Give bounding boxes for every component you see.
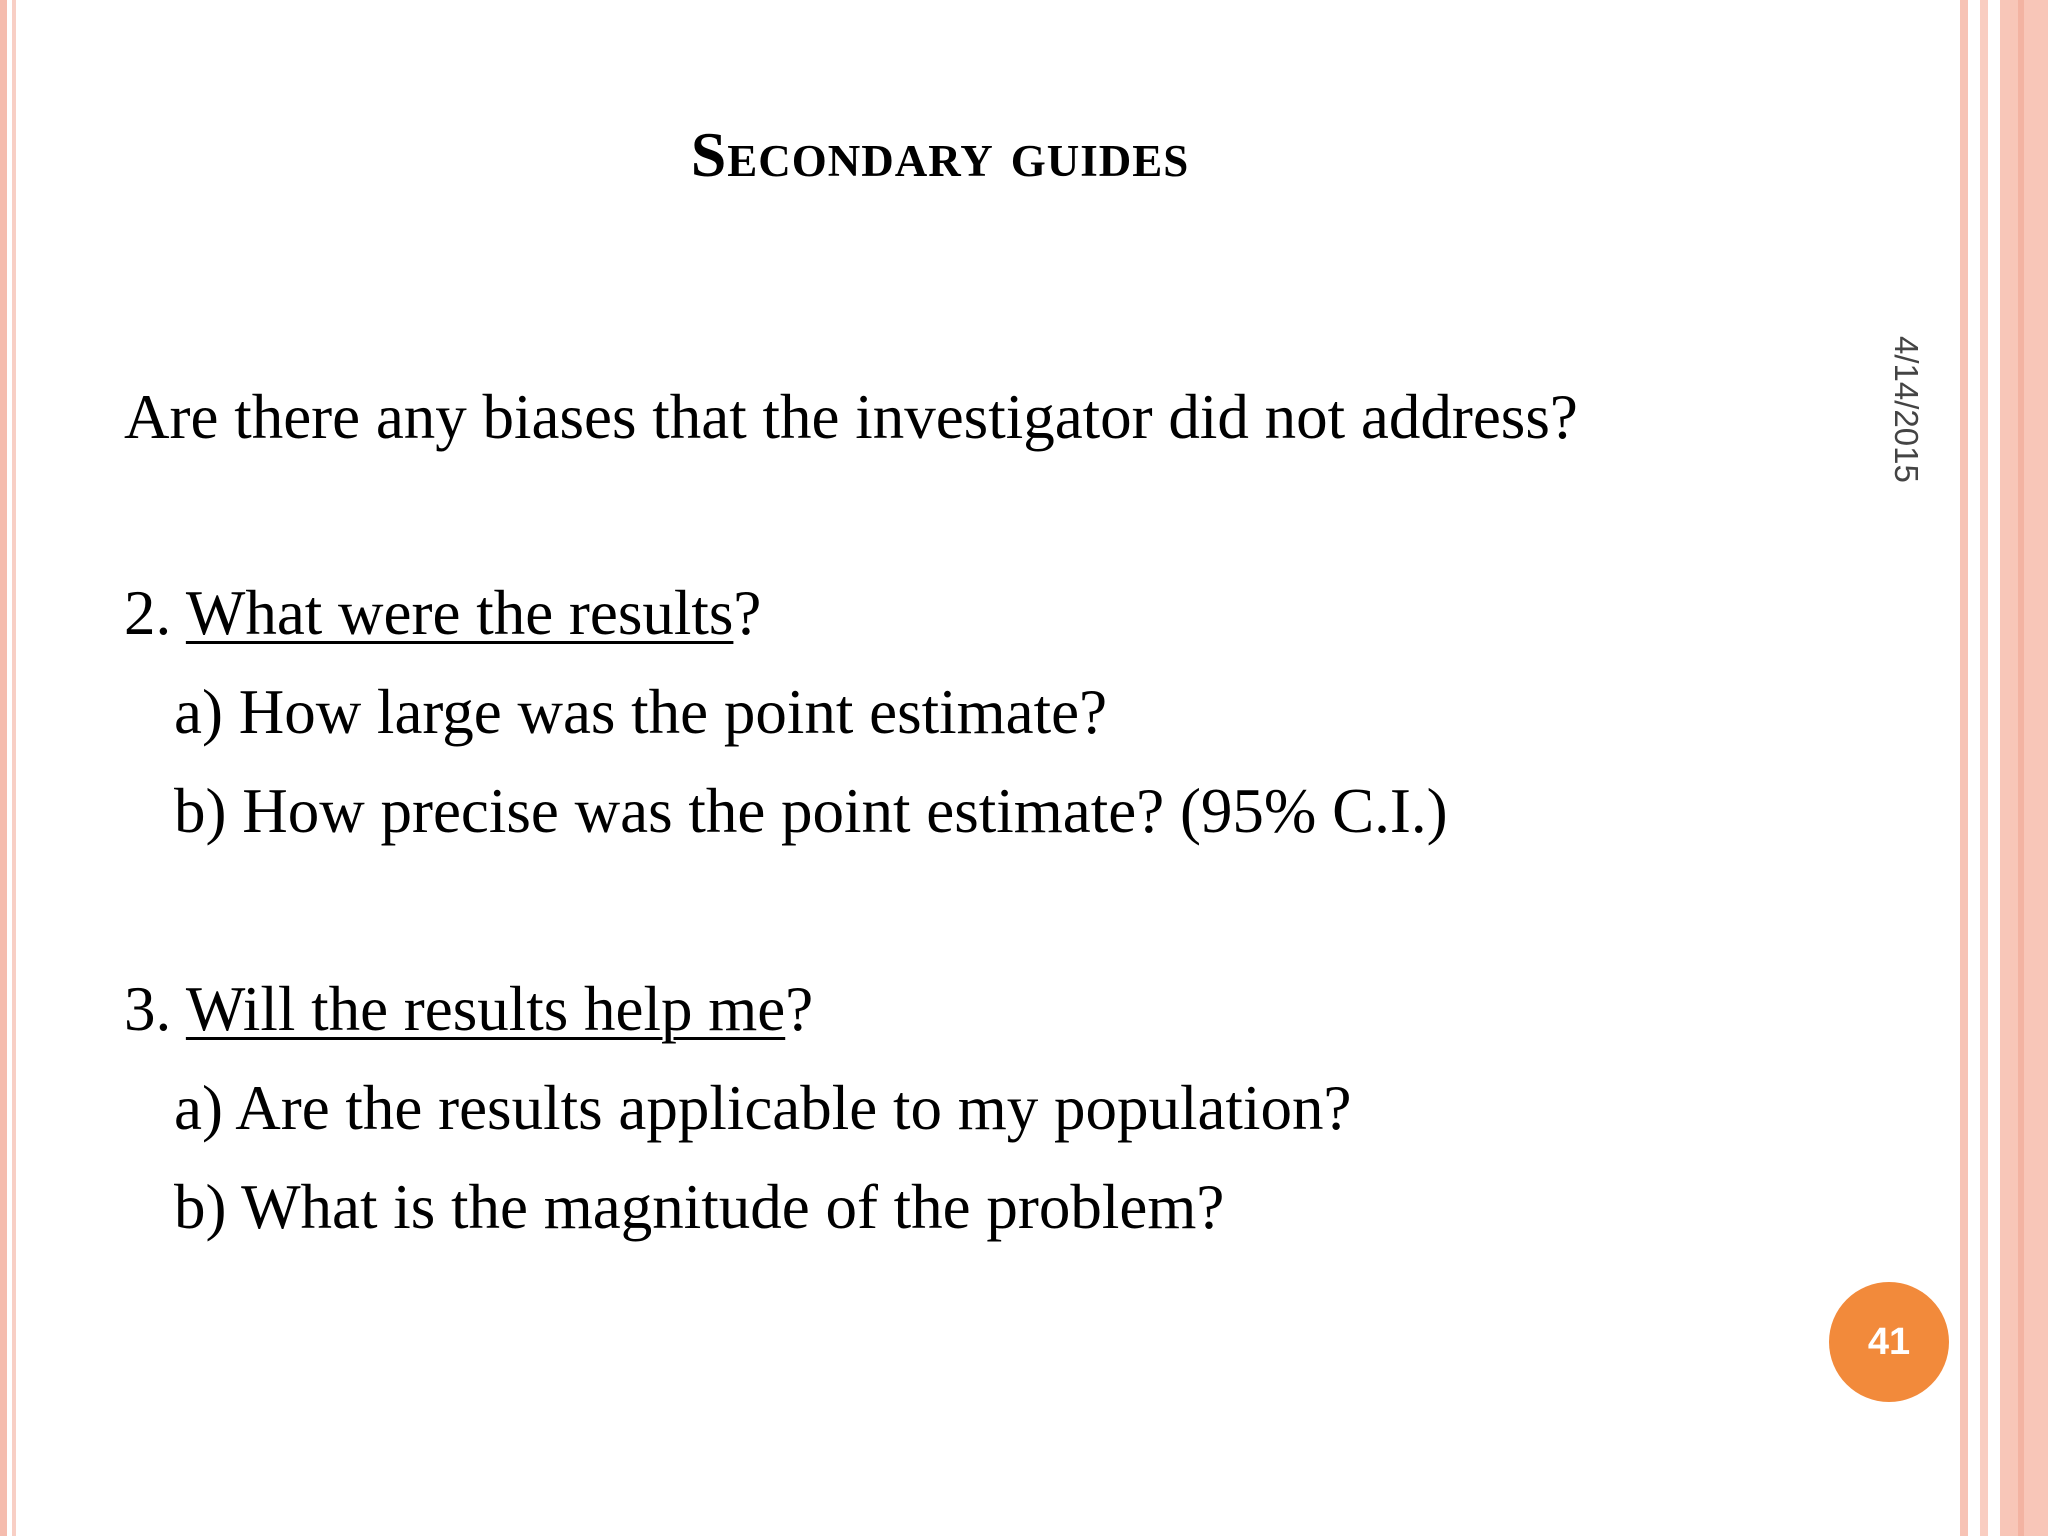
question-3-heading: Will the results help me xyxy=(185,974,786,1044)
question-3 xyxy=(124,974,814,1044)
question-2a: a) How large was the point estimate? xyxy=(174,677,1108,747)
right-border-stripe xyxy=(1980,0,1988,1536)
slide-title: Secondary guides xyxy=(690,119,1190,190)
left-border-stripe-inner xyxy=(12,0,16,1536)
question-2b: b) How precise was the point estimate? (95% C.I.) xyxy=(174,776,1448,846)
slide-date: 4/14/2015 xyxy=(1888,336,1925,483)
right-border-band xyxy=(2000,0,2048,1536)
page-number: 41 xyxy=(1867,1320,1911,1363)
question-3a: a) Are the results applicable to my population? xyxy=(174,1073,1352,1143)
left-border-stripe xyxy=(0,0,7,1536)
question-3-number: 3. xyxy=(124,974,186,1044)
biases-question: Are there any biases that the investigator did not address? xyxy=(124,382,1578,452)
question-3-mark: ? xyxy=(785,974,814,1044)
question-2-mark: ? xyxy=(733,578,762,648)
question-2 xyxy=(124,578,762,648)
question-2-heading: What were the results xyxy=(185,578,734,648)
right-border-stripe xyxy=(1960,0,1968,1536)
question-3b: b) What is the magnitude of the problem? xyxy=(174,1172,1225,1242)
right-border-band-line xyxy=(2018,0,2024,1536)
page-number-badge xyxy=(1829,1282,1949,1402)
question-2-number: 2. xyxy=(124,578,186,648)
